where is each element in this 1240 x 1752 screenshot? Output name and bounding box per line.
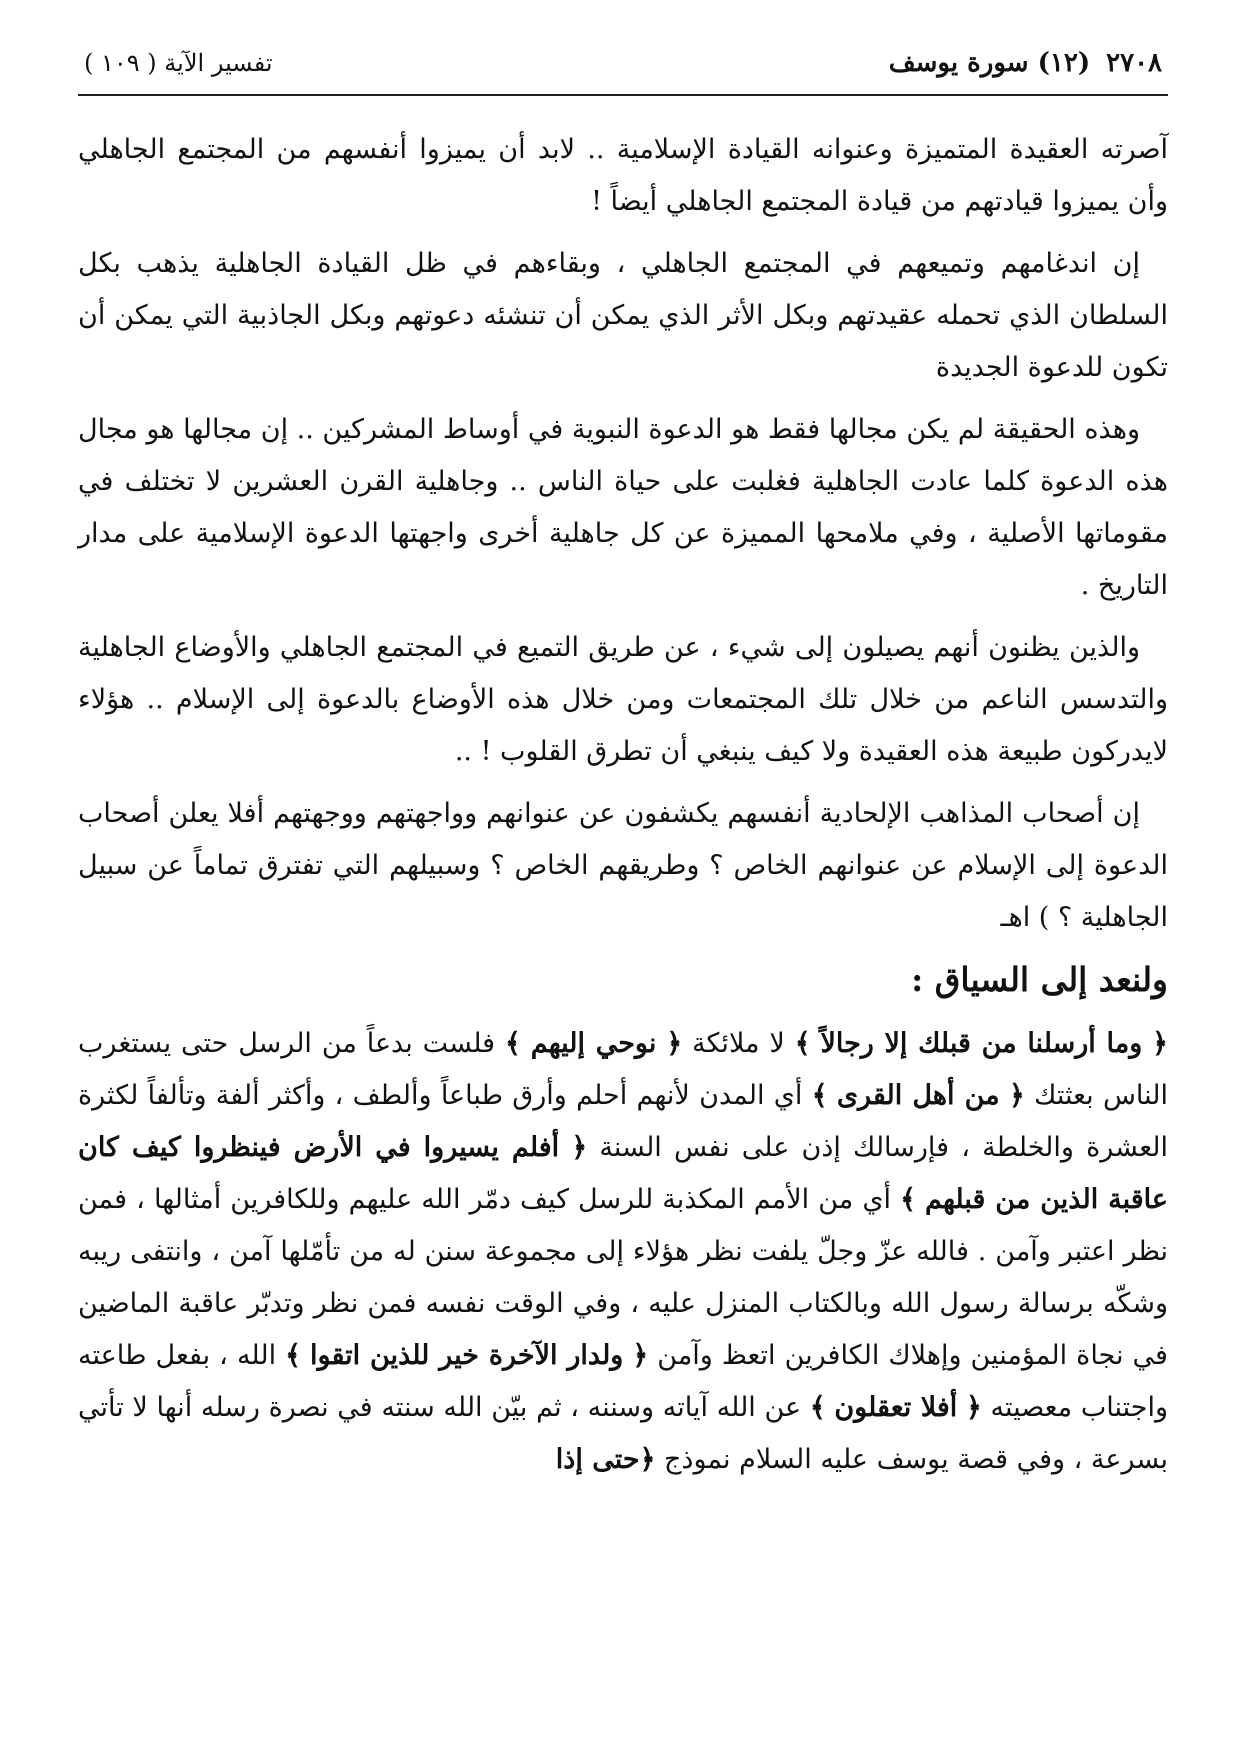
ornate-bracket-close: ﴾: [794, 1028, 811, 1059]
commentary-3: أي المدن لأنهم أحلم وأرق طباعاً وألطف ، وأكثر ألفة وتألفاً لكثرة العشرة والخلطة ، فإرسالك إذن على نفس السنة: [78, 1080, 1168, 1163]
tafsir-ayah-label: تفسير الآية ( ١٠٩ ): [84, 49, 273, 77]
ornate-bracket-open: ﴿: [632, 1340, 649, 1371]
quran-phrase-1: وما أرسلنا من قبلك إلا رجالاً: [820, 1028, 1143, 1059]
quran-phrase-6: أفلا تعقلون: [834, 1392, 958, 1423]
surah-name: (١٢) سورة يوسف: [888, 48, 1091, 78]
ornate-bracket-open: ﴿: [571, 1132, 588, 1163]
quran-phrase-7: حتى إذا: [555, 1444, 640, 1475]
page-body: [78, 124, 1168, 1486]
ornate-bracket-open: ﴿: [965, 1392, 982, 1423]
ornate-bracket-close: ﴾: [900, 1184, 916, 1215]
paragraph-5: إن أصحاب المذاهب الإلحادية أنفسهم يكشفون عن عنوانهم وواجهتهم ووجهتهم أفلا يعلن أصحاب الدعوة إلى الإسلام عن عنوانهم الخاص ؟ وطريقهم الخاص ؟ وسبيلهم التي تفترق تماماً عن سبيل الجاهلية ؟ ) اهـ: [78, 798, 1168, 933]
ornate-bracket-open: ﴿: [1152, 1028, 1168, 1059]
commentary-2: فلست بدعاً من الرسل حتى يستغرب الناس بعثتك: [78, 1028, 1168, 1111]
tafsir-paragraph: [78, 1018, 1168, 1486]
paragraph-3: وهذه الحقيقة لم يكن مجالها فقط هو الدعوة النبوية في أوساط المشركين .. إن مجالها هو مجال هذه الدعوة كلما عادت الجاهلية فغلبت على حياة الناس .. وجاهلية القرن العشرين لا تختلف في مقوماتها الأصلية ، وفي ملامحها المميزة عن كل جاهلية أخرى واجهتها الدعوة الإسلامية على مدار التاريخ .: [78, 414, 1168, 601]
ornate-bracket-close: ﴾: [285, 1340, 301, 1371]
paragraph-4: والذين يظنون أنهم يصيلون إلى شيء ، عن طريق التميع في المجتمع الجاهلي والأوضاع الجاهلية والتدسس الناعم من خلال تلك المجتمعات ومن خلال هذه الأوضاع بالدعوة إلى الإسلام .. هؤلاء لايدركون طبيعة هذه العقيدة ولا كيف ينبغي أن تطرق القلوب ! ..: [78, 632, 1168, 767]
ornate-bracket-close: ﴾: [809, 1392, 826, 1423]
ornate-bracket-close: ﴾: [505, 1028, 521, 1059]
ornate-bracket-open: ﴿: [639, 1444, 656, 1475]
ornate-bracket-close: ﴾: [811, 1080, 828, 1111]
header-rule: [78, 94, 1168, 96]
running-header: [78, 38, 1168, 88]
ornate-bracket-open: ﴿: [1008, 1080, 1025, 1111]
quran-phrase-2: نوحي إليهم: [530, 1028, 657, 1059]
section-heading: ولنعد إلى السياق :: [911, 960, 1168, 999]
page-number: ٢٧٠٨: [1106, 48, 1162, 78]
quran-phrase-3: من أهل القرى: [836, 1080, 1000, 1111]
commentary-1: لا ملائكة: [692, 1028, 785, 1059]
commentary-5: الله ، بفعل طاعته واجتناب معصيته: [78, 1340, 1168, 1423]
quran-phrase-5: ولدار الآخرة خير للذين اتقوا: [310, 1340, 624, 1371]
commentary-6: عن الله آياته وسننه ، ثم بيّن الله سنته في نصرة رسله أنها لا تأتي بسرعة ، وفي قصة يوسف عليه السلام نموذج: [78, 1392, 1168, 1475]
header-right: [889, 48, 1162, 78]
ornate-bracket-open: ﴿: [666, 1028, 683, 1059]
page: [78, 38, 1168, 1496]
paragraph-1: آصرته العقيدة المتميزة وعنوانه القيادة الإسلامية .. لابد أن يميزوا أنفسهم من المجتمع الجاهلي وأن يميزوا قيادتهم من قيادة المجتمع الجاهلي أيضاً !: [78, 134, 1168, 217]
commentary-4: أي من الأمم المكذبة للرسل كيف دمّر الله عليهم وللكافرين أمثالها ، فمن نظر اعتبر وآمن . فالله عزّ وجلّ يلفت نظر هؤلاء إلى مجموعة سنن له من تأمّلها آمن ، وانتفى ريبه وشكّه برسالة رسول الله وبالكتاب المنزل عليه ، وفي الوقت نفسه فمن نظر وتدبّر عاقبة الماضين في نجاة المؤمنين وإهلاك الكافرين اتعظ وآمن: [78, 1184, 1168, 1371]
quran-phrase-4: أفلم يسيروا في الأرض فينظروا كيف كان عاقبة الذين من قبلهم: [78, 1132, 1168, 1215]
paragraph-2: إن اندغامهم وتميعهم في المجتمع الجاهلي ، وبقاءهم في ظل القيادة الجاهلية يذهب بكل السلطان الذي تحمله عقيدتهم وبكل الأثر الذي يمكن أن تنشئه دعوتهم وبكل الجاذبية التي يمكن أن تكون للدعوة الجديدة: [78, 248, 1168, 383]
